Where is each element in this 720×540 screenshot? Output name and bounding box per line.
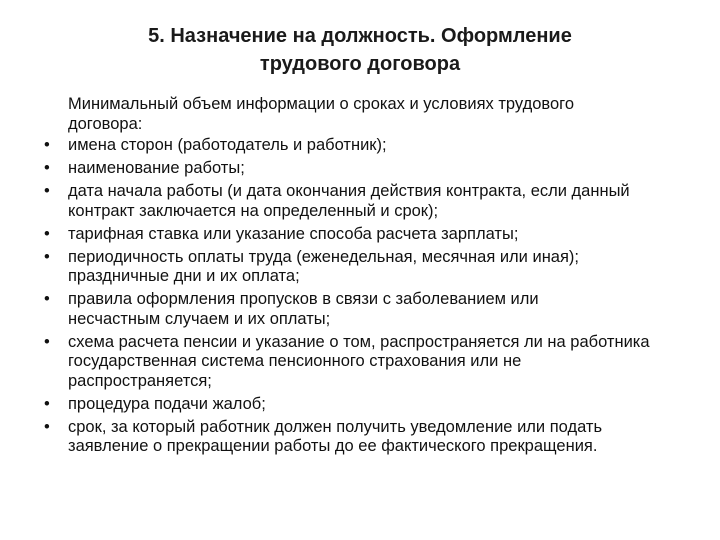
bullet-icon: •	[44, 290, 50, 308]
list-item	[40, 159, 680, 179]
bullet-icon: •	[44, 247, 50, 266]
list-item	[40, 248, 628, 287]
bullet-icon: •	[44, 136, 50, 154]
list-item-text: срок, за который работник должен получить уведомление или подать заявление о прекращении работы до ее фактического прекращения.	[68, 417, 603, 455]
bullet-icon: •	[44, 394, 50, 413]
list-item-text: имена сторон (работодатель и работник);	[68, 136, 387, 154]
list-item	[40, 182, 680, 221]
list-item	[40, 395, 680, 415]
bullet-icon: •	[44, 159, 50, 177]
list-item-text: наименование работы;	[68, 159, 245, 177]
bullet-icon: •	[44, 224, 50, 243]
list-item-text: правила оформления пропусков в связи с заболеванием или несчастным случаем и их оплаты;	[68, 290, 539, 328]
slide-body	[40, 95, 680, 460]
list-item-text: схема расчета пенсии и указание о том, распространяется ли на работника государственная система пенсионного страхования или не распространяется;	[68, 332, 650, 390]
list-item	[40, 136, 680, 156]
title-line-2: трудового договора	[259, 53, 461, 75]
list-item-text: процедура подачи жалоб;	[68, 394, 266, 413]
list-item	[40, 418, 658, 457]
slide-title	[60, 22, 660, 78]
intro-text: Минимальный объем информации о сроках и условиях трудового договора:	[68, 95, 575, 133]
list-item-text: периодичность оплаты труда (еженедельная, месячная или иная); праздничные дни и их оплата;	[68, 247, 580, 285]
bullet-list	[40, 136, 680, 457]
list-item	[40, 225, 680, 245]
list-item-text: тарифная ставка или указание способа расчета зарплаты;	[68, 224, 519, 243]
title-line-1: 5. Назначение на должность. Оформление	[148, 25, 572, 47]
list-item	[40, 290, 628, 329]
list-item-text: дата начала работы (и дата окончания действия контракта, если данный контракт заключается на определенный и срок);	[68, 182, 630, 220]
bullet-icon: •	[44, 182, 50, 200]
bullet-icon: •	[44, 417, 50, 436]
bullet-icon: •	[44, 332, 50, 351]
list-item	[40, 333, 658, 392]
